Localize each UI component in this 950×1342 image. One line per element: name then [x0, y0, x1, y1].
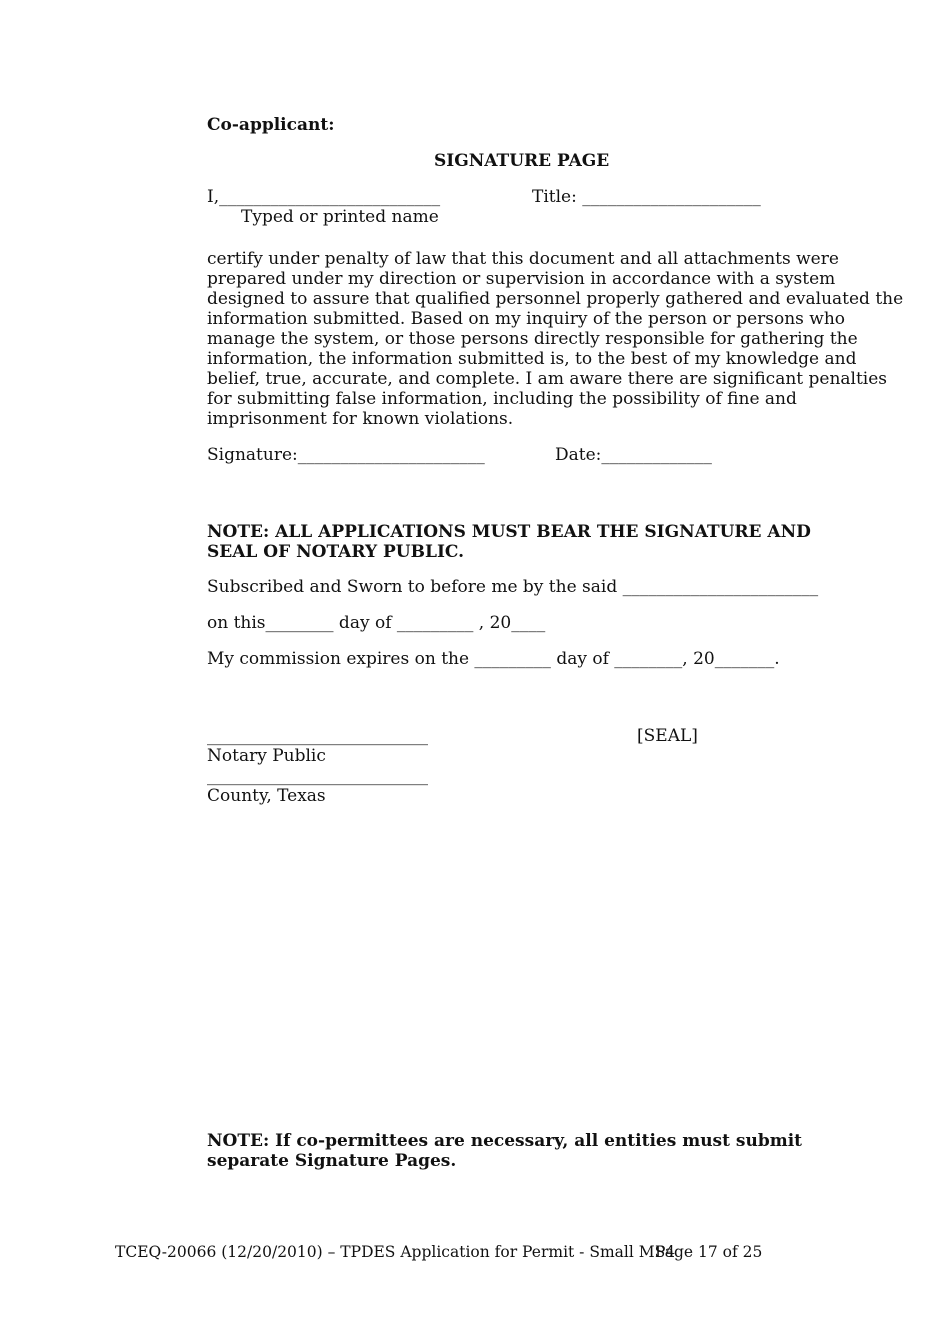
county-label: County, Texas [207, 786, 326, 806]
signature-field[interactable]: ______________________ [297, 445, 485, 465]
copermittee-note-line: separate Signature Pages. [207, 1151, 457, 1171]
commission-line[interactable]: My commission expires on the _________ day of ________, 20_______. [207, 649, 780, 669]
seal-label: [SEAL] [637, 726, 698, 746]
certification-paragraph [207, 249, 904, 429]
title-row [532, 187, 761, 207]
date-label: Date: [555, 445, 602, 465]
footer-form-id: TCEQ-20066 (12/20/2010) – TPDES Application for Permit - Small MS4 [115, 1243, 676, 1261]
certification-line: information, the information submitted is, to the best of my knowledge and [207, 349, 857, 369]
name-caption: Typed or printed name [241, 207, 439, 227]
title-field[interactable]: _____________________ [582, 187, 761, 207]
notary-note-line: NOTE: ALL APPLICATIONS MUST BEAR THE SIGNATURE AND [207, 522, 811, 542]
on-this-line[interactable]: on this________ day of _________ , 20____ [207, 613, 546, 633]
certification-line: imprisonment for known violations. [207, 409, 514, 429]
certification-line: designed to assure that qualified personnel properly gathered and evaluated the [207, 289, 904, 309]
footer-page-number: Page 17 of 25 [655, 1243, 763, 1261]
certification-line: belief, true, accurate, and complete. I am aware there are significant penalties [207, 369, 888, 389]
subscribed-line[interactable]: Subscribed and Sworn to before me by the said _______________________ [207, 577, 819, 597]
certification-line: for submitting false information, including the possibility of fine and [207, 389, 797, 409]
title-label: Title: [532, 187, 577, 207]
county-field[interactable]: __________________________ [207, 766, 428, 786]
notary-note-line: SEAL OF NOTARY PUBLIC. [207, 542, 465, 562]
name-prefix: I, [207, 187, 220, 207]
signature-label: Signature: [207, 445, 298, 465]
certification-line: manage the system, or those persons directly responsible for gathering the [207, 329, 858, 349]
page-title: SIGNATURE PAGE [434, 151, 610, 171]
name-row [207, 187, 440, 207]
date-field[interactable]: _____________ [601, 445, 712, 465]
notary-signature-field[interactable]: __________________________ [207, 726, 428, 746]
copermittee-note-line: NOTE: If co-permittees are necessary, all entities must submit [207, 1131, 803, 1151]
certification-line: prepared under my direction or supervision in accordance with a system [207, 269, 836, 289]
certification-line: certify under penalty of law that this document and all attachments were [207, 249, 839, 269]
signature-row [207, 445, 485, 465]
certification-line: information submitted. Based on my inquiry of the person or persons who [207, 309, 846, 329]
notary-public-label: Notary Public [207, 746, 326, 766]
name-field[interactable]: __________________________ [219, 187, 441, 207]
date-row [555, 445, 712, 465]
section-heading: Co-applicant: [207, 115, 335, 135]
